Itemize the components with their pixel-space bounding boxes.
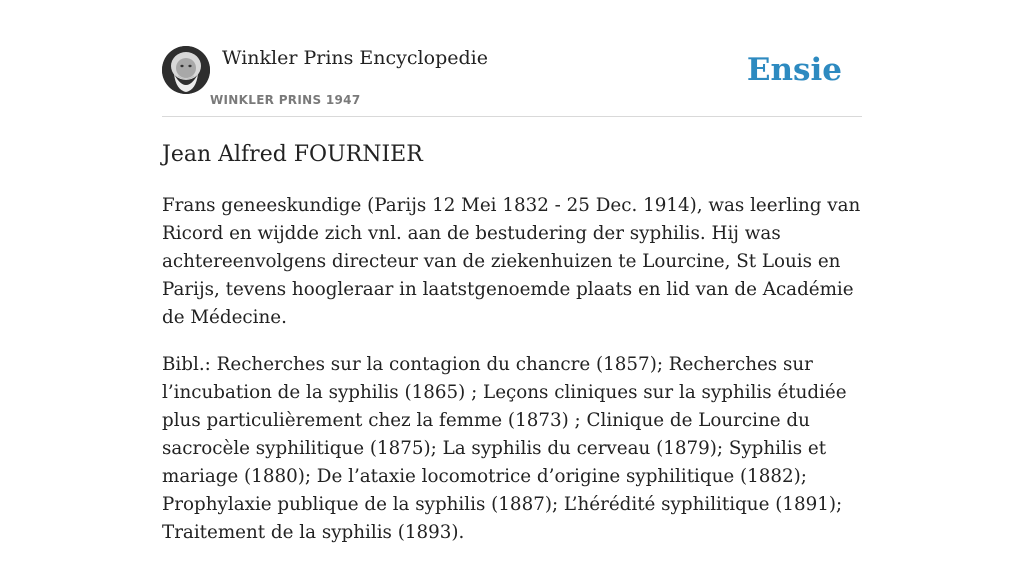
article-card bbox=[162, 0, 862, 543]
article-title: Jean Alfred FOURNIER bbox=[162, 142, 423, 167]
article-header bbox=[162, 0, 862, 117]
article-body bbox=[162, 192, 867, 566]
author-avatar[interactable] bbox=[162, 46, 210, 94]
site-name[interactable]: Winkler Prins Encyclopedie bbox=[222, 47, 488, 69]
source-label: WINKLER PRINS 1947 bbox=[210, 93, 361, 107]
avatar-portrait-icon bbox=[162, 46, 210, 94]
ensie-logo[interactable]: Ensie bbox=[746, 52, 842, 88]
article-paragraph: Frans geneeskundige (Parijs 12 Mei 1832 - 25 Dec. 1914), was leerling van Ricord en wijdde zich vnl. aan de bestudering der syphilis. Hij was achtereenvolgens directeur van de ziekenhuizen te Lourcine, St Louis en Parijs, tevens hoogleraar in laatstgenoemde plaats en lid van de Académie de Médecine. bbox=[162, 195, 861, 328]
article-bibliography: Bibl.: Recherches sur la contagion du chancre (1857); Recherches sur l’incubation de la syphilis (1865) ; Leçons cliniques sur la syphilis étudiée plus particulièrement chez la femme (1873) ; Clinique de Lourcine du sacrocèle syphilitique (1875); La syphilis du cerveau (1879); Syphilis et mariage (1880); De l’ataxie locomotrice d’origine syphilitique (1882); Prophylaxie publique de la syphilis (1887); L’hérédité syphilitique (1891); Traitement de la syphilis (1893). bbox=[162, 354, 847, 543]
